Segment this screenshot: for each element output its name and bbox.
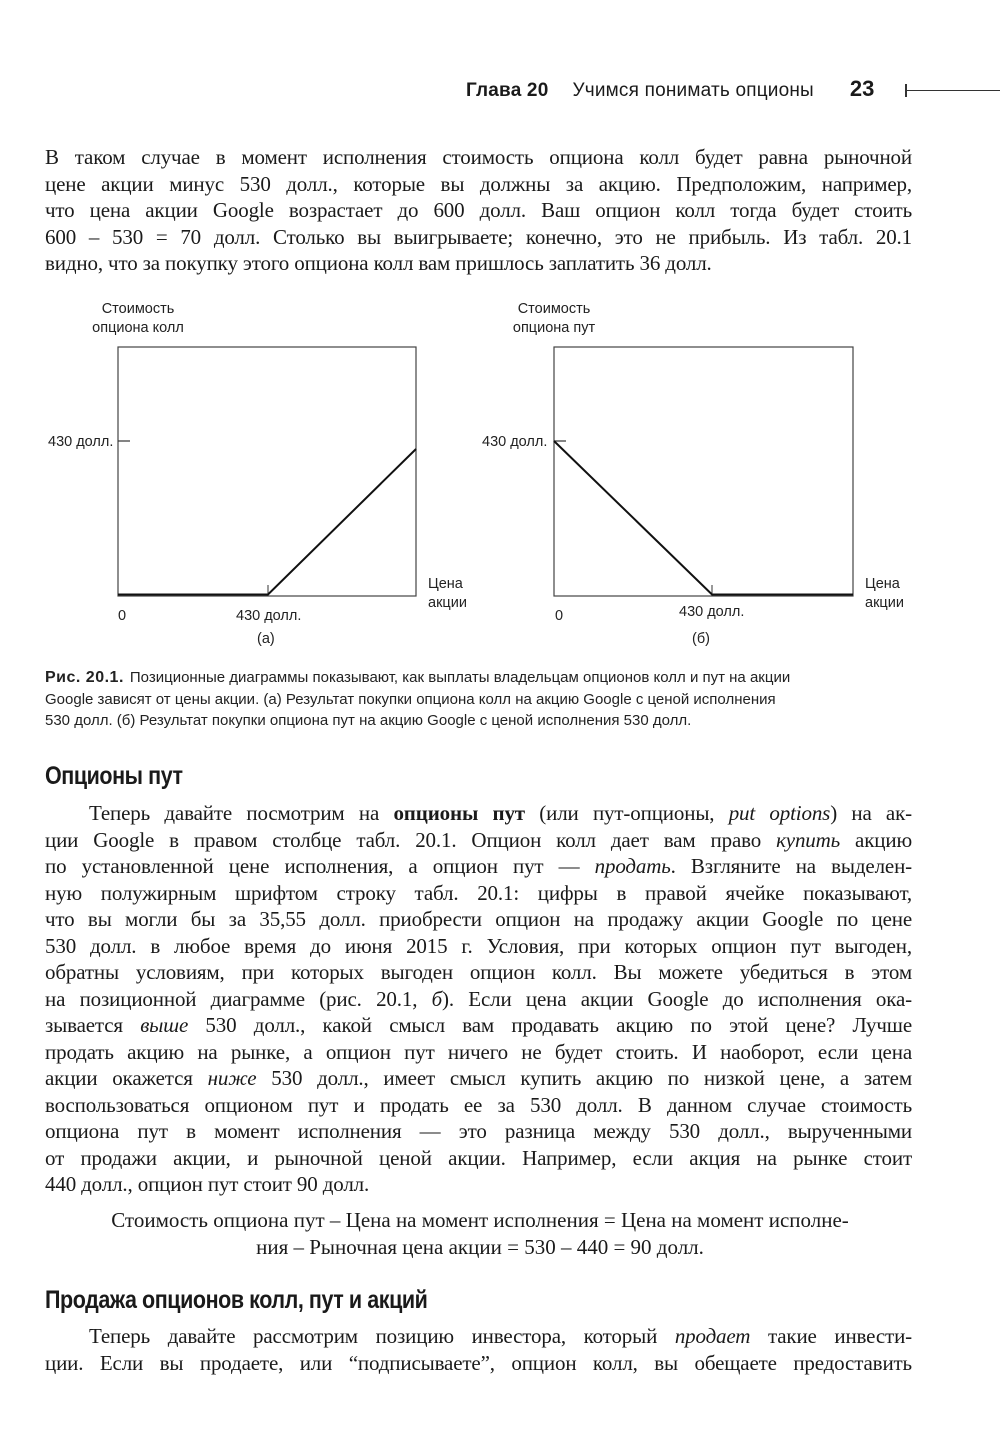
intro-paragraph xyxy=(45,144,912,277)
ylabel-line: Стоимость xyxy=(101,301,175,317)
ylabel-line: Стоимость xyxy=(517,301,591,317)
chart-a-call-payoff-line xyxy=(118,449,416,595)
italic-term: б xyxy=(431,986,443,1011)
text-line: от продажи акции, и рыночной ценой акции. Например, если акция на рынке стоит xyxy=(45,1145,912,1170)
running-header xyxy=(466,76,874,102)
text-line: зывается выше 530 долл., какой смысл вам продавать акцию по этой цене? Лучше xyxy=(45,1013,912,1037)
header-rule xyxy=(906,90,1000,91)
caption-text: 530 долл. (б) Результат покупки опциона пут на акцию Google с ценой исполнения 530 долл. xyxy=(45,712,692,729)
text-line: по установленной цене исполнения, а опцион пут — продать. Взгляните на выделен- xyxy=(45,854,913,878)
text-line: акции окажется ниже 530 долл., имеет смысл купить акцию по низкой цене, а затем xyxy=(45,1066,912,1090)
chart-a-frame xyxy=(118,347,416,596)
xlabel-line: Цена xyxy=(428,576,463,592)
xlabel-line: акции xyxy=(865,595,904,611)
put-options-paragraph xyxy=(45,800,912,1198)
chart-a-sublabel: (a) xyxy=(257,631,275,647)
xlabel-line: Цена xyxy=(865,576,900,592)
text-line: ции Google в правом столбце табл. 20.1. Опцион колл дает вам право купить акцию xyxy=(45,827,912,852)
text-line: видно, что за покупку этого опциона колл вам пришлось заплатить 36 долл. xyxy=(45,251,712,275)
chart-b-origin-label: 0 xyxy=(555,608,564,624)
section-heading-selling-options: Продажа опционов колл, пут и акций xyxy=(45,1286,428,1314)
chart-b-ytick-label: 430 долл. xyxy=(482,434,548,450)
chart-a-ylabel xyxy=(82,300,194,338)
italic-term: продать xyxy=(594,854,671,878)
text-line: В таком случае в момент исполнения стоимость опциона колл будет равна рыночной xyxy=(45,145,912,169)
chart-b-xtick-label: 430 долл. xyxy=(679,604,745,620)
italic-term: продает xyxy=(674,1324,751,1348)
text-line: Теперь давайте посмотрим на опционы пут (или пут-опционы, put options) на ак- xyxy=(89,801,912,825)
text-line: что вы могли бы за 35,55 долл. приобрести опцион на продажу акции Google по цене xyxy=(45,907,912,931)
chapter-title: Учимся понимать опционы xyxy=(572,80,814,101)
xlabel-line: акции xyxy=(428,595,467,611)
chart-a-xtick-label: 430 долл. xyxy=(236,608,302,624)
caption-label: Рис. 20.1. xyxy=(45,669,124,686)
italic-term: put options xyxy=(728,801,831,825)
text-line: 530 долл. в любое время до июня 2015 г. Условия, при которых опцион пут выгоден, xyxy=(45,933,912,958)
text-line: обратны условиям, при которых выгоден опцион колл. Вы можете убедиться в этом xyxy=(45,960,912,984)
chart-b-frame xyxy=(554,347,853,596)
chart-b-sublabel: (б) xyxy=(692,631,710,647)
italic-term: ниже xyxy=(207,1066,257,1090)
italic-term: купить xyxy=(776,827,841,852)
text-line: ную полужирным шрифтом строку табл. 20.1: цифры в правой ячейке показывают, xyxy=(45,880,912,905)
caption-text: Google зависят от цены акции. (а) Результат покупки опциона колл на акцию Google с ценой исполнения xyxy=(45,690,776,708)
chart-b-xlabel xyxy=(865,575,904,613)
italic-term: выше xyxy=(140,1013,189,1037)
chart-a-ytick-label: 430 долл. xyxy=(48,434,114,450)
text-line: продать акцию на рынке, а опцион пут ничего не будет стоить. И наоборот, если цена xyxy=(45,1039,912,1064)
selling-options-paragraph xyxy=(45,1323,912,1376)
caption-text: Позиционные диаграммы показывают, как выплаты владельцам опционов колл и пут на акции xyxy=(129,669,791,686)
chart-a-xlabel xyxy=(428,575,467,613)
chapter-label: Глава 20 xyxy=(466,80,549,101)
put-value-formula xyxy=(45,1207,915,1261)
ylabel-line: опциона колл xyxy=(92,320,184,336)
figure-caption xyxy=(45,667,915,732)
chart-b-put-payoff-line xyxy=(554,441,853,595)
text-line: ции. Если вы продаете, или “подписываете”, опцион колл, вы обещаете предоставить xyxy=(45,1350,912,1375)
formula-line: Стоимость опциона пут – Цена на момент исполнения = Цена на момент исполне- xyxy=(111,1208,849,1232)
text-line: на позиционной диаграмме (рис. 20.1, б). Если цена акции Google до исполнения ока- xyxy=(45,986,912,1011)
chart-a-origin-label: 0 xyxy=(118,608,127,624)
text-line: опциона пут в момент исполнения — это разница между 530 долл., вырученными xyxy=(45,1119,912,1143)
text-line: Теперь давайте рассмотрим позицию инвестора, который продает такие инвести- xyxy=(89,1324,912,1348)
formula-line: ния – Рыночная цена акции = 530 – 440 = 90 долл. xyxy=(256,1235,704,1259)
text-line: что цена акции Google возрастает до 600 долл. Ваш опцион колл тогда будет стоить xyxy=(45,198,912,222)
page-number: 23 xyxy=(849,76,875,101)
section-heading-put-options: Опционы пут xyxy=(45,762,183,790)
text-line: 600 – 530 = 70 долл. Столько вы выигрываете; конечно, это не прибыль. Из табл. 20.1 xyxy=(45,224,912,249)
text-line: цене акции минус 530 долл., которые вы должны за акцию. Предположим, например, xyxy=(45,171,912,196)
bold-term: опционы пут xyxy=(393,801,525,825)
ylabel-line: опциона пут xyxy=(512,320,596,336)
chart-b-ylabel xyxy=(505,300,603,338)
text-line: 440 долл., опцион пут стоит 90 долл. xyxy=(45,1172,370,1196)
text-line: воспользоваться опционом пут и продать ее за 530 долл. В данном случае стоимость xyxy=(45,1092,912,1117)
